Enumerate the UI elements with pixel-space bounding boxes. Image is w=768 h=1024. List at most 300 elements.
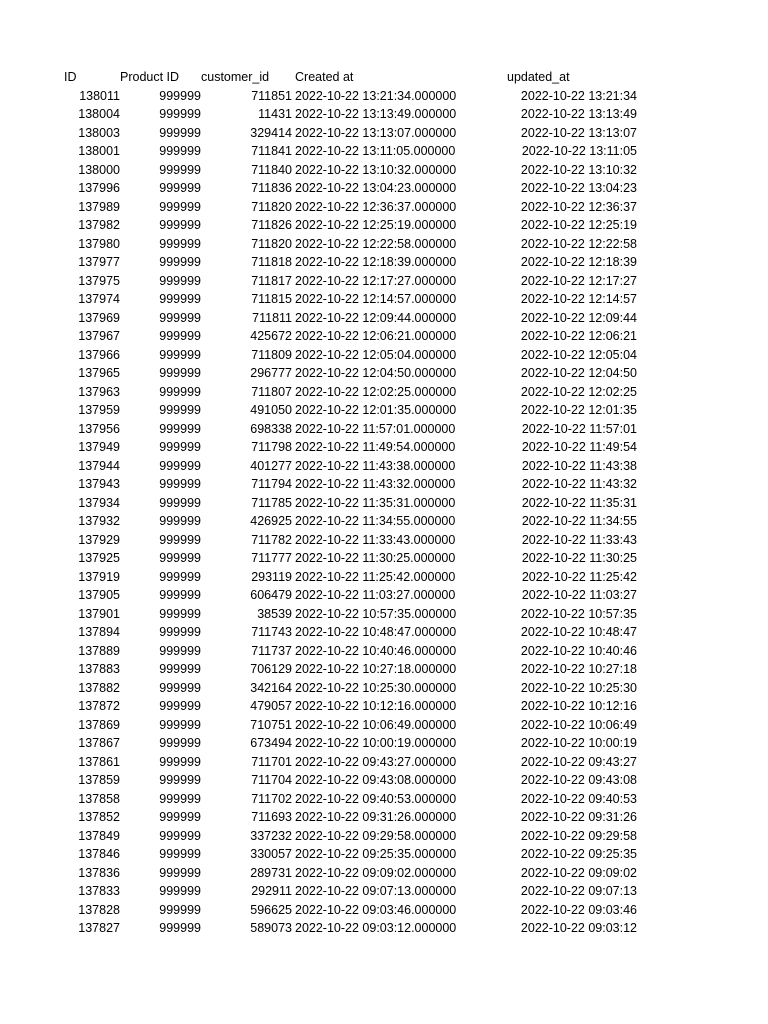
cell-id: 137932 <box>78 514 120 528</box>
cell-id: 137858 <box>78 791 120 806</box>
cell-id: 138001 <box>78 144 120 158</box>
cell-product-id: 999999 <box>159 347 201 362</box>
cell-created-at: 2022-10-22 11:34:55.000000 <box>295 514 456 528</box>
cell-updated-at: 2022-10-22 11:43:38 <box>521 458 637 473</box>
table-row <box>0 901 637 920</box>
cell-product-id: 999999 <box>159 218 201 232</box>
gap-cell <box>0 919 64 938</box>
cell-product-id: 999999 <box>159 107 201 121</box>
table-row <box>0 512 637 531</box>
cell-updated-at: 2022-10-22 12:18:39 <box>520 255 637 269</box>
cell-id: 137925 <box>78 551 120 565</box>
cell-id: 137867 <box>78 736 120 750</box>
cell-updated-at: 2022-10-22 09:29:58 <box>520 828 637 843</box>
gap-cell <box>0 790 64 809</box>
cell-created-at: 2022-10-22 12:14:57.000000 <box>295 292 457 306</box>
table-row <box>0 253 637 272</box>
cell-id: 137989 <box>78 199 120 214</box>
cell-id: 137980 <box>78 236 120 251</box>
gap-cell <box>0 660 64 679</box>
cell-customer-id: 711693 <box>251 810 292 824</box>
table-row <box>0 87 637 106</box>
cell-id: 138003 <box>78 125 120 140</box>
gap-cell <box>0 901 64 920</box>
table-row <box>0 845 637 864</box>
cell-customer-id: 711704 <box>251 773 292 787</box>
table-row <box>0 420 637 439</box>
cell-product-id: 999999 <box>159 625 201 639</box>
cell-product-id: 999999 <box>159 440 201 454</box>
cell-created-at: 2022-10-22 12:18:39.000000 <box>295 255 457 269</box>
header-id: ID <box>64 70 77 84</box>
gap-cell <box>0 568 64 587</box>
gap-cell <box>0 87 64 106</box>
cell-updated-at: 2022-10-22 09:03:46 <box>520 902 637 917</box>
cell-created-at: 2022-10-22 13:11:05.000000 <box>295 144 456 158</box>
cell-customer-id: 711851 <box>251 88 292 103</box>
cell-updated-at: 2022-10-22 12:09:44 <box>520 310 637 325</box>
cell-created-at: 2022-10-22 11:03:27.000000 <box>295 588 456 602</box>
cell-created-at: 2022-10-22 10:12:16.000000 <box>295 699 457 713</box>
cell-id: 137996 <box>78 181 120 195</box>
cell-id: 137982 <box>78 218 120 232</box>
header-created-at: Created at <box>295 70 354 84</box>
cell-updated-at: 2022-10-22 11:30:25 <box>521 551 637 565</box>
gap-cell <box>0 179 64 198</box>
cell-created-at: 2022-10-22 10:27:18.000000 <box>295 662 457 676</box>
cell-updated-at: 2022-10-22 09:07:13 <box>520 884 637 898</box>
gap-cell <box>0 642 64 661</box>
cell-updated-at: 2022-10-22 11:49:54 <box>521 440 637 454</box>
table-row <box>0 697 637 716</box>
cell-id: 137977 <box>78 255 120 269</box>
cell-id: 137846 <box>78 847 120 861</box>
cell-created-at: 2022-10-22 11:33:43.000000 <box>295 532 456 547</box>
table-body <box>0 87 637 938</box>
cell-id: 138004 <box>78 107 120 121</box>
gap-cell <box>0 309 64 328</box>
cell-product-id: 999999 <box>159 791 201 806</box>
table-row <box>0 586 637 605</box>
table-row <box>0 401 637 420</box>
table-row <box>0 179 637 198</box>
gap-cell <box>0 494 64 513</box>
gap-cell <box>0 198 64 217</box>
table-row <box>0 531 637 550</box>
gap-cell <box>0 253 64 272</box>
table-row <box>0 716 637 735</box>
cell-id: 137963 <box>78 384 120 399</box>
table-row <box>0 235 637 254</box>
cell-created-at: 2022-10-22 12:25:19.000000 <box>295 218 457 232</box>
cell-created-at: 2022-10-22 11:43:32.000000 <box>295 477 456 491</box>
gap-cell <box>0 531 64 550</box>
cell-product-id: 999999 <box>159 495 201 510</box>
cell-created-at: 2022-10-22 10:25:30.000000 <box>295 680 457 695</box>
table-row <box>0 198 637 217</box>
cell-product-id: 999999 <box>159 699 201 713</box>
table-row <box>0 568 637 587</box>
cell-updated-at: 2022-10-22 09:40:53 <box>520 791 637 806</box>
cell-customer-id: 589073 <box>250 921 292 935</box>
cell-updated-at: 2022-10-22 10:57:35 <box>520 606 637 621</box>
gap-cell <box>0 827 64 846</box>
gap-cell <box>0 346 64 365</box>
table-row <box>0 605 637 624</box>
cell-updated-at: 2022-10-22 12:17:27 <box>520 273 637 288</box>
cell-product-id: 999999 <box>159 292 201 306</box>
table-row <box>0 771 637 790</box>
table-row <box>0 753 637 772</box>
cell-updated-at: 2022-10-22 09:09:02 <box>520 865 637 880</box>
cell-updated-at: 2022-10-22 11:35:31 <box>521 495 637 510</box>
cell-customer-id: 293119 <box>251 569 292 584</box>
gap-cell <box>0 864 64 883</box>
cell-product-id: 999999 <box>159 403 201 417</box>
table-row <box>0 438 637 457</box>
cell-customer-id: 711798 <box>251 440 292 454</box>
cell-id: 137956 <box>78 421 120 436</box>
cell-product-id: 999999 <box>159 736 201 750</box>
cell-updated-at: 2022-10-22 10:12:16 <box>520 699 637 713</box>
cell-id: 137901 <box>78 606 120 621</box>
cell-created-at: 2022-10-22 09:03:12.000000 <box>295 921 457 935</box>
cell-id: 137919 <box>78 569 120 584</box>
table-row <box>0 919 637 938</box>
cell-updated-at: 2022-10-22 12:04:50 <box>520 366 637 380</box>
cell-product-id: 999999 <box>159 162 201 177</box>
cell-created-at: 2022-10-22 10:00:19.000000 <box>295 736 457 750</box>
cell-product-id: 999999 <box>159 236 201 251</box>
cell-id: 137944 <box>78 458 120 473</box>
cell-product-id: 999999 <box>159 606 201 621</box>
cell-created-at: 2022-10-22 13:21:34.000000 <box>295 88 457 103</box>
cell-id: 137959 <box>78 403 120 417</box>
gap-cell <box>0 697 64 716</box>
cell-updated-at: 2022-10-22 10:48:47 <box>520 625 637 639</box>
cell-created-at: 2022-10-22 09:09:02.000000 <box>295 865 457 880</box>
cell-product-id: 999999 <box>159 88 201 103</box>
cell-updated-at: 2022-10-22 09:43:27 <box>520 754 637 769</box>
gap-cell <box>0 272 64 291</box>
cell-created-at: 2022-10-22 10:06:49.000000 <box>295 717 457 732</box>
table-row <box>0 494 637 513</box>
gap-cell <box>0 512 64 531</box>
cell-updated-at: 2022-10-22 13:04:23 <box>520 181 637 195</box>
cell-product-id: 999999 <box>159 421 201 436</box>
cell-product-id: 999999 <box>159 588 201 602</box>
table-row <box>0 124 637 143</box>
cell-updated-at: 2022-10-22 11:43:32 <box>521 477 637 491</box>
gap-cell <box>0 475 64 494</box>
gap-cell <box>0 142 64 161</box>
cell-product-id: 999999 <box>159 810 201 824</box>
table-row <box>0 549 637 568</box>
cell-product-id: 999999 <box>159 514 201 528</box>
cell-customer-id: 710751 <box>250 717 292 732</box>
table-row <box>0 216 637 235</box>
cell-id: 137827 <box>78 921 120 935</box>
cell-updated-at: 2022-10-22 12:05:04 <box>520 347 637 362</box>
cell-product-id: 999999 <box>159 329 201 343</box>
cell-product-id: 999999 <box>159 532 201 547</box>
table-row <box>0 457 637 476</box>
cell-created-at: 2022-10-22 11:35:31.000000 <box>295 495 456 510</box>
gap-cell <box>0 605 64 624</box>
cell-customer-id: 711836 <box>251 181 292 195</box>
cell-id: 137974 <box>78 292 120 306</box>
cell-updated-at: 2022-10-22 12:02:25 <box>520 384 637 399</box>
table-row <box>0 346 637 365</box>
cell-customer-id: 426925 <box>250 514 292 528</box>
table-row <box>0 272 637 291</box>
gap-cell <box>0 438 64 457</box>
cell-id: 137949 <box>78 440 120 454</box>
cell-id: 137869 <box>78 717 120 732</box>
table-row <box>0 309 637 328</box>
cell-product-id: 999999 <box>159 458 201 473</box>
cell-customer-id: 711840 <box>251 162 292 177</box>
gap-cell <box>0 364 64 383</box>
cell-created-at: 2022-10-22 13:13:07.000000 <box>295 125 457 140</box>
gap-cell <box>0 235 64 254</box>
cell-customer-id: 711826 <box>251 218 292 232</box>
cell-id: 137859 <box>78 773 120 787</box>
gap-cell <box>0 68 64 87</box>
cell-customer-id: 606479 <box>250 588 292 602</box>
cell-created-at: 2022-10-22 09:03:46.000000 <box>295 902 457 917</box>
cell-updated-at: 2022-10-22 12:01:35 <box>520 403 637 417</box>
cell-customer-id: 711743 <box>251 625 292 639</box>
cell-customer-id: 711794 <box>251 477 292 491</box>
cell-id: 137833 <box>78 884 120 898</box>
cell-customer-id: 711737 <box>251 643 292 658</box>
cell-customer-id: 711782 <box>251 532 292 547</box>
cell-created-at: 2022-10-22 12:02:25.000000 <box>295 384 457 399</box>
cell-created-at: 2022-10-22 11:49:54.000000 <box>295 440 456 454</box>
cell-updated-at: 2022-10-22 11:57:01 <box>521 421 637 436</box>
cell-updated-at: 2022-10-22 13:21:34 <box>520 88 637 103</box>
cell-customer-id: 329414 <box>250 125 292 140</box>
table-row <box>0 808 637 827</box>
gap-cell <box>0 679 64 698</box>
cell-product-id: 999999 <box>159 310 201 325</box>
cell-updated-at: 2022-10-22 10:00:19 <box>520 736 637 750</box>
cell-created-at: 2022-10-22 12:09:44.000000 <box>295 310 457 325</box>
cell-updated-at: 2022-10-22 09:31:26 <box>520 810 637 824</box>
gap-cell <box>0 549 64 568</box>
table-row <box>0 660 637 679</box>
cell-customer-id: 292911 <box>251 884 292 898</box>
gap-cell <box>0 420 64 439</box>
cell-created-at: 2022-10-22 09:31:26.000000 <box>295 810 457 824</box>
header-updated-at: updated_at <box>507 70 570 84</box>
cell-product-id: 999999 <box>159 181 201 195</box>
cell-id: 137883 <box>78 662 120 676</box>
table-row <box>0 623 637 642</box>
cell-id: 137852 <box>78 810 120 824</box>
cell-product-id: 999999 <box>159 199 201 214</box>
cell-created-at: 2022-10-22 12:04:50.000000 <box>295 366 457 380</box>
cell-customer-id: 401277 <box>250 458 292 473</box>
cell-product-id: 999999 <box>159 273 201 288</box>
cell-id: 138011 <box>79 88 120 103</box>
data-table <box>0 68 637 938</box>
cell-id: 137836 <box>78 865 120 880</box>
gap-cell <box>0 586 64 605</box>
cell-created-at: 2022-10-22 09:43:08.000000 <box>295 773 457 787</box>
cell-created-at: 2022-10-22 11:30:25.000000 <box>295 551 456 565</box>
cell-id: 137889 <box>78 643 120 658</box>
cell-updated-at: 2022-10-22 10:40:46 <box>520 643 637 658</box>
cell-customer-id: 425672 <box>250 329 292 343</box>
cell-created-at: 2022-10-22 09:07:13.000000 <box>295 884 457 898</box>
cell-product-id: 999999 <box>159 569 201 584</box>
cell-customer-id: 711817 <box>251 273 292 288</box>
table-row <box>0 290 637 309</box>
gap-cell <box>0 623 64 642</box>
gap-cell <box>0 124 64 143</box>
gap-cell <box>0 327 64 346</box>
cell-id: 138000 <box>78 162 120 177</box>
gap-cell <box>0 771 64 790</box>
cell-updated-at: 2022-10-22 10:06:49 <box>520 717 637 732</box>
cell-product-id: 999999 <box>159 828 201 843</box>
cell-id: 137965 <box>78 366 120 380</box>
cell-updated-at: 2022-10-22 12:14:57 <box>520 292 637 306</box>
cell-created-at: 2022-10-22 13:10:32.000000 <box>295 162 457 177</box>
table-row <box>0 679 637 698</box>
cell-updated-at: 2022-10-22 13:10:32 <box>520 162 637 177</box>
cell-updated-at: 2022-10-22 11:34:55 <box>521 514 637 528</box>
cell-id: 137894 <box>78 625 120 639</box>
cell-created-at: 2022-10-22 09:43:27.000000 <box>295 754 457 769</box>
cell-product-id: 999999 <box>159 847 201 861</box>
gap-cell <box>0 716 64 735</box>
table-row <box>0 161 637 180</box>
cell-customer-id: 491050 <box>250 403 292 417</box>
cell-updated-at: 2022-10-22 09:25:35 <box>520 847 637 861</box>
cell-id: 137943 <box>78 477 120 491</box>
cell-customer-id: 711841 <box>251 144 292 158</box>
cell-id: 137929 <box>78 532 120 547</box>
gap-cell <box>0 734 64 753</box>
cell-updated-at: 2022-10-22 12:22:58 <box>520 236 637 251</box>
cell-customer-id: 296777 <box>250 366 292 380</box>
cell-updated-at: 2022-10-22 11:03:27 <box>521 588 637 602</box>
cell-product-id: 999999 <box>159 865 201 880</box>
gap-cell <box>0 161 64 180</box>
cell-id: 137882 <box>78 680 120 695</box>
cell-customer-id: 711809 <box>251 347 292 362</box>
cell-id: 137934 <box>78 495 120 510</box>
cell-product-id: 999999 <box>159 773 201 787</box>
cell-updated-at: 2022-10-22 11:33:43 <box>521 532 637 547</box>
cell-product-id: 999999 <box>159 902 201 917</box>
cell-created-at: 2022-10-22 09:40:53.000000 <box>295 791 457 806</box>
cell-created-at: 2022-10-22 12:01:35.000000 <box>295 403 457 417</box>
cell-product-id: 999999 <box>159 643 201 658</box>
table-row <box>0 327 637 346</box>
cell-customer-id: 711702 <box>251 791 292 806</box>
cell-product-id: 999999 <box>159 921 201 935</box>
cell-updated-at: 2022-10-22 10:25:30 <box>520 680 637 695</box>
cell-product-id: 999999 <box>159 884 201 898</box>
table-row <box>0 827 637 846</box>
table-row <box>0 642 637 661</box>
cell-customer-id: 706129 <box>250 662 292 676</box>
cell-created-at: 2022-10-22 11:25:42.000000 <box>295 569 456 584</box>
cell-created-at: 2022-10-22 13:04:23.000000 <box>295 181 457 195</box>
cell-customer-id: 38539 <box>257 606 292 621</box>
cell-customer-id: 711820 <box>251 236 292 251</box>
cell-customer-id: 711701 <box>251 754 292 769</box>
gap-cell <box>0 882 64 901</box>
cell-id: 137872 <box>78 699 120 713</box>
cell-customer-id: 711820 <box>251 199 292 214</box>
cell-product-id: 999999 <box>159 477 201 491</box>
header-row <box>0 68 637 87</box>
cell-customer-id: 711815 <box>251 292 292 306</box>
table-row <box>0 383 637 402</box>
gap-cell <box>0 401 64 420</box>
cell-created-at: 2022-10-22 13:13:49.000000 <box>295 107 457 121</box>
table-row <box>0 475 637 494</box>
cell-created-at: 2022-10-22 12:36:37.000000 <box>295 199 457 214</box>
cell-updated-at: 2022-10-22 13:13:49 <box>520 107 637 121</box>
cell-id: 137905 <box>78 588 120 602</box>
header-customer-id: customer_id <box>201 70 270 84</box>
cell-customer-id: 330057 <box>250 847 292 861</box>
table-row <box>0 882 637 901</box>
cell-created-at: 2022-10-22 11:57:01.000000 <box>295 421 456 436</box>
cell-product-id: 999999 <box>159 255 201 269</box>
gap-cell <box>0 753 64 772</box>
gap-cell <box>0 457 64 476</box>
cell-created-at: 2022-10-22 12:22:58.000000 <box>295 236 457 251</box>
cell-updated-at: 2022-10-22 09:03:12 <box>520 921 637 935</box>
cell-updated-at: 2022-10-22 12:06:21 <box>520 329 637 343</box>
cell-customer-id: 479057 <box>250 699 292 713</box>
cell-id: 137828 <box>78 902 120 917</box>
cell-id: 137849 <box>78 828 120 843</box>
cell-created-at: 2022-10-22 12:17:27.000000 <box>295 273 457 288</box>
cell-created-at: 2022-10-22 12:05:04.000000 <box>295 347 457 362</box>
cell-customer-id: 711777 <box>251 551 292 565</box>
cell-product-id: 999999 <box>159 717 201 732</box>
cell-customer-id: 711818 <box>251 255 292 269</box>
cell-created-at: 2022-10-22 11:43:38.000000 <box>295 458 456 473</box>
cell-updated-at: 2022-10-22 13:13:07 <box>520 125 637 140</box>
table-row <box>0 734 637 753</box>
cell-product-id: 999999 <box>159 551 201 565</box>
gap-cell <box>0 808 64 827</box>
header-product-id: Product ID <box>120 70 180 84</box>
cell-customer-id: 289731 <box>250 865 292 880</box>
cell-id: 137861 <box>78 754 120 769</box>
cell-customer-id: 342164 <box>250 680 292 695</box>
cell-customer-id: 711785 <box>251 495 292 510</box>
cell-product-id: 999999 <box>159 680 201 695</box>
cell-updated-at: 2022-10-22 12:25:19 <box>520 218 637 232</box>
cell-product-id: 999999 <box>159 754 201 769</box>
cell-created-at: 2022-10-22 10:40:46.000000 <box>295 643 457 658</box>
cell-updated-at: 2022-10-22 11:25:42 <box>521 569 637 584</box>
cell-created-at: 2022-10-22 09:29:58.000000 <box>295 828 457 843</box>
cell-product-id: 999999 <box>159 384 201 399</box>
table-row <box>0 790 637 809</box>
cell-product-id: 999999 <box>159 366 201 380</box>
